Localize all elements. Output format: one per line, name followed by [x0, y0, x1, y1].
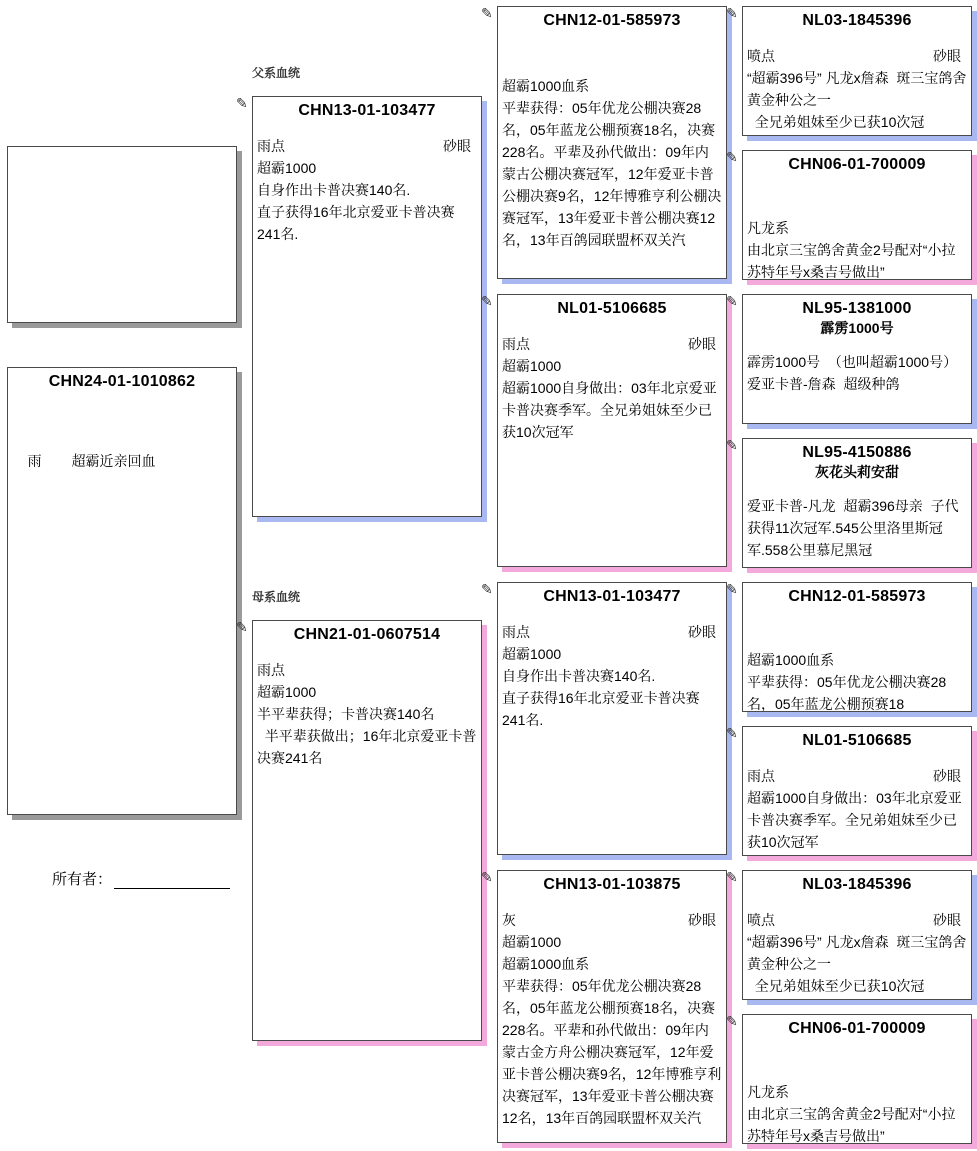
dam-line-1: 半平辈获得；卡普决赛140名: [257, 706, 435, 722]
subject-color: 雨: [27, 453, 42, 469]
ddd-line-0: 凡龙系: [747, 1084, 789, 1100]
pencil-icon[interactable]: ✎: [726, 5, 738, 21]
dsd-line-0: 超霸1000自身做出：03年北京爱亚卡普决赛季军。全兄弟姐妹至少已获10次冠军: [747, 790, 962, 850]
ss-ring-number: CHN12-01-585973: [543, 12, 681, 29]
dd-color: 灰: [502, 912, 516, 928]
owner-blank-line: [114, 873, 230, 889]
sd-eye: 砂眼: [688, 336, 716, 352]
sds-name: 霹雳1000号: [820, 320, 894, 336]
ddd-card: [742, 1014, 972, 1144]
ss-card: [497, 6, 727, 279]
dds-card: [742, 870, 972, 1000]
pencil-icon[interactable]: ✎: [726, 149, 738, 165]
dam-card: [252, 620, 482, 1041]
owner-label: 所有者：: [52, 871, 113, 888]
pencil-icon[interactable]: ✎: [481, 5, 493, 21]
sds-card: [742, 294, 972, 424]
sire-ring-number: CHN13-01-103477: [298, 102, 436, 119]
sd-line-0: 超霸1000: [502, 358, 562, 374]
sdd-card: [742, 438, 972, 568]
pencil-icon[interactable]: ✎: [726, 1013, 738, 1029]
ddd-ring-number: CHN06-01-700009: [788, 1020, 926, 1037]
ssd-ring-number: CHN06-01-700009: [788, 156, 926, 173]
dd-line-0: 超霸1000: [502, 934, 562, 950]
dd-ring-number: CHN13-01-103875: [543, 876, 681, 893]
dsd-eye: 砂眼: [933, 768, 961, 784]
pencil-icon[interactable]: ✎: [481, 869, 493, 885]
sds-ring-number: NL95-1381000: [802, 300, 912, 317]
ddd-line-1: 由北京三宝鸽舍黄金2号配对“小拉苏特年号x桑吉号做出”: [747, 1106, 956, 1144]
pencil-icon[interactable]: ✎: [726, 869, 738, 885]
ssd-card: [742, 150, 972, 280]
dds-ring-number: NL03-1845396: [802, 876, 912, 893]
dsd-card: [742, 726, 972, 856]
dss-ring-number: CHN12-01-585973: [788, 588, 926, 605]
ds-ring-number: CHN13-01-103477: [543, 588, 681, 605]
sire-line-2: 直子获得16年北京爱亚卡普决赛241名.: [257, 204, 455, 242]
ss-line-1: 平辈获得：05年优龙公棚决赛28名，05年蓝龙公棚预赛18名，决赛228名。平辈及孙代做出：09年内蒙古公棚决赛冠军，12年爱亚卡普公棚决赛9名，12年博雅亨利公棚决赛冠军，13年爱亚卡普公棚决赛12名，13年百鸽园联盟杯双关汽: [502, 100, 722, 248]
ds-color: 雨点: [502, 624, 530, 640]
sss-color: 喷点: [747, 48, 775, 64]
sd-color: 雨点: [502, 336, 530, 352]
dam-color: 雨点: [257, 662, 285, 678]
sire-section-label: 父系血统: [252, 66, 301, 80]
ssd-line-0: 凡龙系: [747, 220, 789, 236]
ds-line-2: 直子获得16年北京爱亚卡普决赛241名.: [502, 690, 700, 728]
pencil-icon[interactable]: ✎: [481, 293, 493, 309]
sire-line-1: 自身作出卡普决赛140名.: [257, 182, 411, 198]
sss-eye: 砂眼: [933, 48, 961, 64]
dd-line-1: 超霸1000血系: [502, 956, 590, 972]
dsd-ring-number: NL01-5106685: [802, 732, 912, 749]
dds-color: 喷点: [747, 912, 775, 928]
dds-line-1: 全兄弟姐妹至少已获10次冠: [747, 978, 925, 994]
photo-placeholder: [7, 146, 237, 323]
sss-line-1: 全兄弟姐妹至少已获10次冠: [747, 114, 925, 130]
dds-eye: 砂眼: [933, 912, 961, 928]
dss-line-1: 平辈获得：05年优龙公棚决赛28名，05年蓝龙公棚预赛18: [747, 674, 947, 712]
dam-line-0: 超霸1000: [257, 684, 317, 700]
dds-line-0: “超霸396号” 凡龙x詹森 斑三宝鸽舍黄金种公之一: [747, 934, 967, 972]
subject-card: [7, 367, 237, 815]
dam-section-label: 母系血统: [252, 590, 301, 604]
sdd-ring-number: NL95-4150886: [802, 444, 912, 461]
pencil-icon[interactable]: ✎: [236, 95, 248, 111]
sd-card: [497, 294, 727, 567]
sire-card: [252, 96, 482, 517]
ds-line-0: 超霸1000: [502, 646, 562, 662]
ssd-line-1: 由北京三宝鸽舍黄金2号配对“小拉苏特年号x桑吉号做出”: [747, 242, 956, 280]
sds-line-1: 爱亚卡普-詹森 超级种鸽: [747, 376, 900, 392]
dam-ring-number: CHN21-01-0607514: [293, 626, 441, 643]
sd-line-1: 超霸1000自身做出：03年北京爱亚卡普决赛季军。全兄弟姐妹至少已获10次冠军: [502, 380, 717, 440]
sss-line-0: “超霸396号” 凡龙x詹森 斑三宝鸽舍黄金种公之一: [747, 70, 967, 108]
sdd-line-0: 爱亚卡普-凡龙 超霸396母亲 子代获得11次冠军.545公里洛里斯冠军.558公里慕尼黑冠: [747, 498, 959, 558]
ss-line-0: 超霸1000血系: [502, 78, 590, 94]
pencil-icon[interactable]: ✎: [726, 437, 738, 453]
dd-eye: 砂眼: [688, 912, 716, 928]
dsd-color: 雨点: [747, 768, 775, 784]
dss-line-0: 超霸1000血系: [747, 652, 835, 668]
subject-ring-number: CHN24-01-1010862: [48, 373, 196, 390]
sds-line-0: 霹雳1000号 （也叫超霸1000号）: [747, 354, 958, 370]
owner-field: [52, 868, 230, 889]
dd-line-2: 平辈获得：05年优龙公棚决赛28名，05年蓝龙公棚预赛18名，决赛228名。平辈和孙代做出：09年内蒙古金方舟公棚决赛冠军，12年爱亚卡普公棚决赛9名，12年博雅亨利决赛冠军，13年爱亚卡普公棚决赛12名，13年百鸽园联盟杯双关汽: [502, 978, 722, 1126]
sd-ring-number: NL01-5106685: [557, 300, 667, 317]
sire-line-0: 超霸1000: [257, 160, 317, 176]
ds-card: [497, 582, 727, 855]
pencil-icon[interactable]: ✎: [726, 581, 738, 597]
sire-eye: 砂眼: [443, 138, 471, 154]
pencil-icon[interactable]: ✎: [726, 293, 738, 309]
sdd-name: 灰花头莉安甜: [815, 464, 899, 480]
sss-ring-number: NL03-1845396: [802, 12, 912, 29]
pencil-icon[interactable]: ✎: [481, 581, 493, 597]
dam-line-2: 半平辈获做出；16年北京爱亚卡普决赛241名: [257, 728, 477, 766]
pencil-icon[interactable]: ✎: [726, 725, 738, 741]
ds-eye: 砂眼: [688, 624, 716, 640]
sire-color: 雨点: [257, 138, 285, 154]
dd-card: [497, 870, 727, 1143]
sss-card: [742, 6, 972, 136]
subject-notes: 超霸近亲回血: [71, 453, 156, 469]
ds-line-1: 自身作出卡普决赛140名.: [502, 668, 656, 684]
pencil-icon[interactable]: ✎: [236, 619, 248, 635]
dss-card: [742, 582, 972, 712]
